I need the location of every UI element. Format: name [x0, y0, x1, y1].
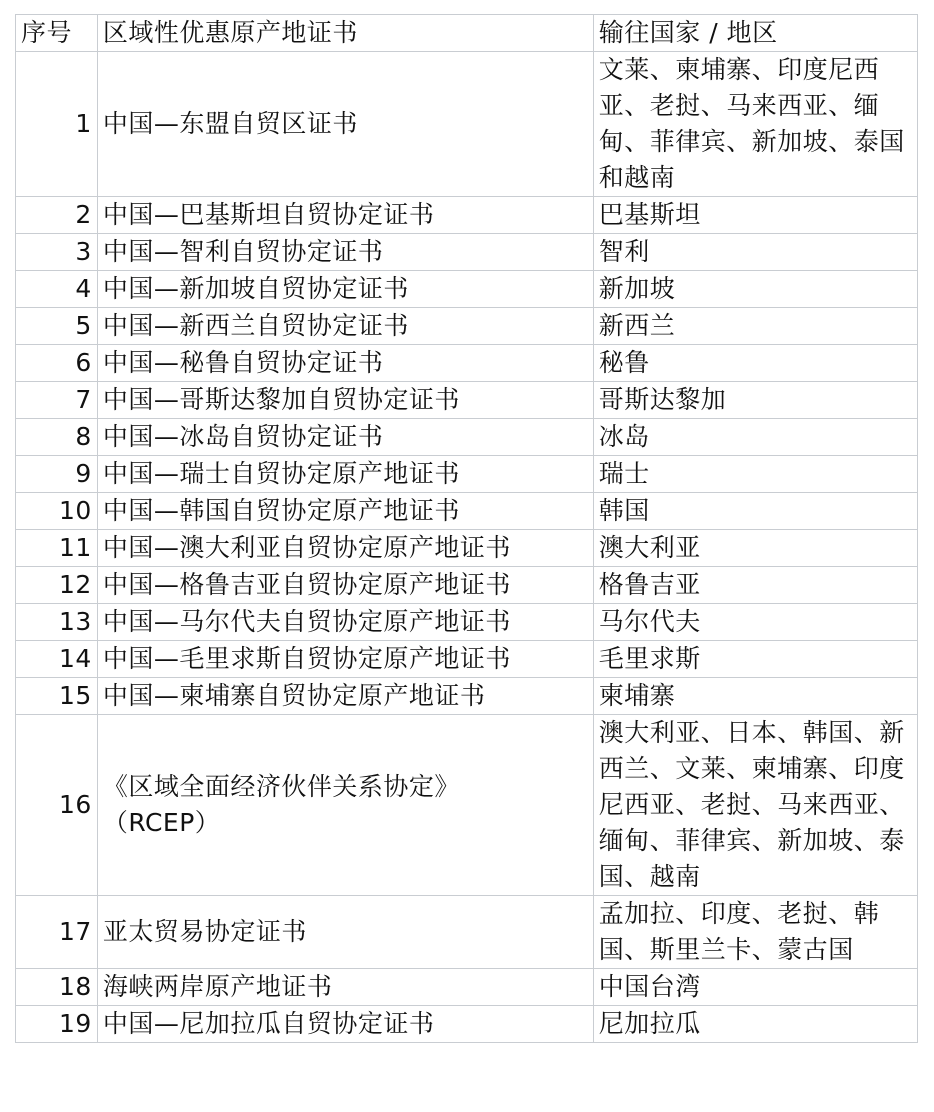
row-number-cell: 11 — [16, 530, 98, 567]
row-number-cell: 1 — [16, 52, 98, 197]
table-row — [16, 345, 918, 382]
certificate-cell — [97, 715, 593, 896]
certificate-cell: 海峡两岸原产地证书 — [97, 969, 593, 1006]
table-row — [16, 234, 918, 271]
destination-cell: 新西兰 — [593, 308, 917, 345]
row-number-cell: 19 — [16, 1006, 98, 1043]
row-number-cell: 15 — [16, 678, 98, 715]
table-row — [16, 382, 918, 419]
row-number-cell: 18 — [16, 969, 98, 1006]
certificate-table-sheet — [15, 14, 918, 1043]
destination-cell: 孟加拉、印度、老挝、韩国、斯里兰卡、蒙古国 — [593, 896, 917, 969]
table-row — [16, 493, 918, 530]
certificate-cell: 中国—格鲁吉亚自贸协定原产地证书 — [97, 567, 593, 604]
table-row — [16, 1006, 918, 1043]
destination-cell: 新加坡 — [593, 271, 917, 308]
table-row — [16, 308, 918, 345]
row-number-cell: 9 — [16, 456, 98, 493]
header-row — [16, 15, 918, 52]
row-number-cell: 8 — [16, 419, 98, 456]
header-certificate: 区域性优惠原产地证书 — [97, 15, 593, 52]
table-row — [16, 271, 918, 308]
table-row — [16, 419, 918, 456]
row-number-cell: 6 — [16, 345, 98, 382]
destination-cell: 澳大利亚 — [593, 530, 917, 567]
destination-cell: 中国台湾 — [593, 969, 917, 1006]
table-row — [16, 456, 918, 493]
row-number-cell: 7 — [16, 382, 98, 419]
destination-cell: 哥斯达黎加 — [593, 382, 917, 419]
certificate-cell: 中国—毛里求斯自贸协定原产地证书 — [97, 641, 593, 678]
certificate-cell: 中国—哥斯达黎加自贸协定证书 — [97, 382, 593, 419]
destination-cell: 冰岛 — [593, 419, 917, 456]
row-number-cell: 16 — [16, 715, 98, 896]
table-row — [16, 604, 918, 641]
row-number-cell: 2 — [16, 197, 98, 234]
header-destination: 输往国家 / 地区 — [593, 15, 917, 52]
certificate-abbreviation: （RCEP） — [102, 808, 221, 837]
destination-cell: 毛里求斯 — [593, 641, 917, 678]
destination-cell: 文莱、柬埔寨、印度尼西亚、老挝、马来西亚、缅甸、菲律宾、新加坡、泰国和越南 — [593, 52, 917, 197]
certificate-cell: 中国—新西兰自贸协定证书 — [97, 308, 593, 345]
table-row — [16, 52, 918, 197]
row-number-cell: 10 — [16, 493, 98, 530]
row-number-cell: 17 — [16, 896, 98, 969]
table-row — [16, 969, 918, 1006]
destination-cell: 马尔代夫 — [593, 604, 917, 641]
certificate-cell: 中国—瑞士自贸协定原产地证书 — [97, 456, 593, 493]
row-number-cell: 4 — [16, 271, 98, 308]
destination-cell: 秘鲁 — [593, 345, 917, 382]
certificate-cell: 中国—秘鲁自贸协定证书 — [97, 345, 593, 382]
destination-cell: 巴基斯坦 — [593, 197, 917, 234]
table-row — [16, 641, 918, 678]
table-row — [16, 896, 918, 969]
row-number-cell: 12 — [16, 567, 98, 604]
row-number-cell: 14 — [16, 641, 98, 678]
certificate-cell: 亚太贸易协定证书 — [97, 896, 593, 969]
certificate-name: 《区域全面经济伙伴关系协定》 — [102, 772, 460, 801]
certificate-cell: 中国—柬埔寨自贸协定原产地证书 — [97, 678, 593, 715]
destination-cell: 尼加拉瓜 — [593, 1006, 917, 1043]
table-row — [16, 678, 918, 715]
certificate-cell: 中国—新加坡自贸协定证书 — [97, 271, 593, 308]
table-row — [16, 197, 918, 234]
destination-cell: 瑞士 — [593, 456, 917, 493]
destination-cell: 柬埔寨 — [593, 678, 917, 715]
certificate-cell: 中国—马尔代夫自贸协定原产地证书 — [97, 604, 593, 641]
certificate-cell: 中国—东盟自贸区证书 — [97, 52, 593, 197]
table-row — [16, 567, 918, 604]
certificate-table — [15, 14, 918, 1043]
row-number-cell: 3 — [16, 234, 98, 271]
certificate-cell: 中国—澳大利亚自贸协定原产地证书 — [97, 530, 593, 567]
certificate-cell: 中国—智利自贸协定证书 — [97, 234, 593, 271]
certificate-cell: 中国—尼加拉瓜自贸协定证书 — [97, 1006, 593, 1043]
table-row — [16, 715, 918, 896]
certificate-cell: 中国—韩国自贸协定原产地证书 — [97, 493, 593, 530]
header-no: 序号 — [16, 15, 98, 52]
destination-cell: 格鲁吉亚 — [593, 567, 917, 604]
destination-cell: 韩国 — [593, 493, 917, 530]
row-number-cell: 5 — [16, 308, 98, 345]
certificate-cell: 中国—冰岛自贸协定证书 — [97, 419, 593, 456]
destination-cell: 澳大利亚、日本、韩国、新西兰、文莱、柬埔寨、印度尼西亚、老挝、马来西亚、缅甸、菲律宾、新加坡、泰国、越南 — [593, 715, 917, 896]
row-number-cell: 13 — [16, 604, 98, 641]
destination-cell: 智利 — [593, 234, 917, 271]
table-row — [16, 530, 918, 567]
certificate-cell: 中国—巴基斯坦自贸协定证书 — [97, 197, 593, 234]
